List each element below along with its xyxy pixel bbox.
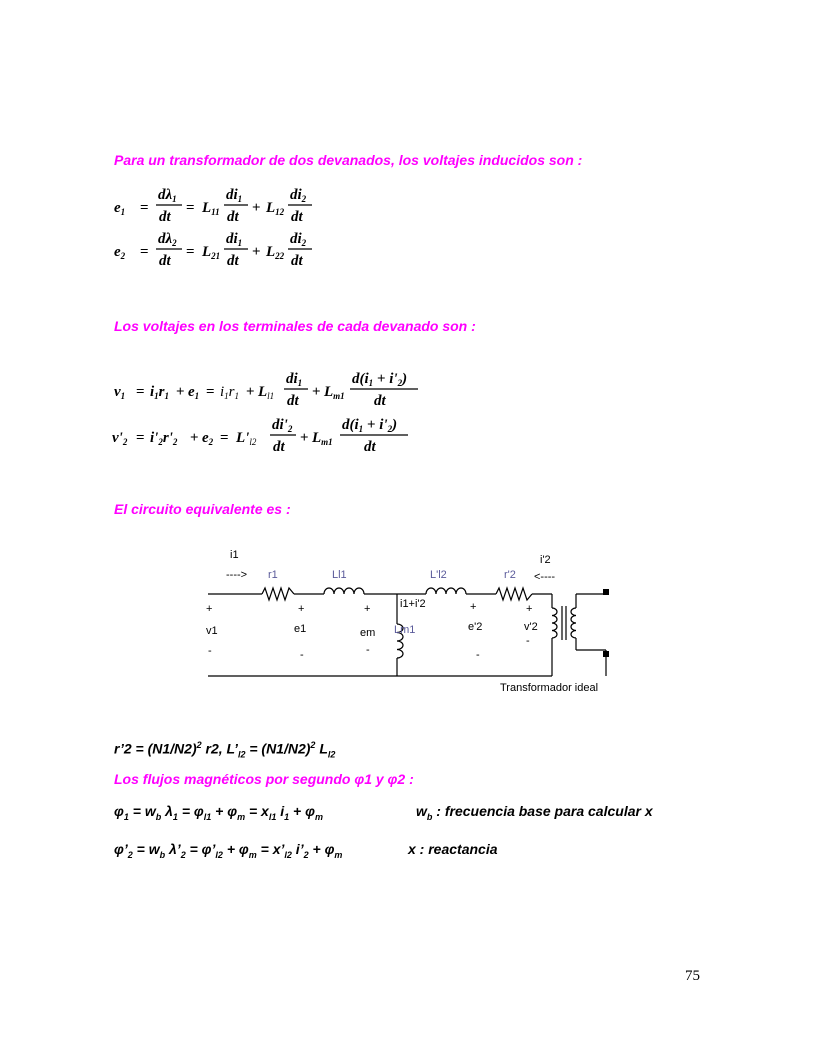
label-i1: i1	[230, 549, 239, 561]
label-em: em	[360, 627, 376, 639]
svg-text:v'2: $v'_2$	[112, 430, 128, 447]
svg-text:e1: $e_1$	[114, 200, 126, 217]
svg-text:=: =	[140, 244, 149, 260]
plus-v1: +	[206, 603, 213, 615]
svg-text:L11: $L_{11}$	[202, 200, 220, 217]
svg-text:+: +	[252, 244, 261, 260]
svg-text:d(i1 + i'2): $d(i_1 + i'_2)$	[352, 371, 408, 388]
svg-text:di'2: $di'_2$	[272, 417, 293, 434]
svg-text:=: =	[186, 244, 195, 260]
label-arrow-left: <----	[534, 571, 556, 583]
svg-text:=: =	[140, 200, 149, 216]
plus-e2: +	[470, 601, 477, 613]
output-terminal-top	[603, 589, 609, 595]
intro-text: Para un transformador de dos devanados, los voltajes inducidos son :	[114, 152, 583, 168]
svg-text:di2: $di_2$	[290, 187, 307, 204]
svg-text:dλ1: $d\lambda_1$	[158, 187, 177, 204]
svg-text:dλ2: $d\lambda_2$	[158, 231, 177, 248]
svg-text:+: +	[190, 430, 199, 446]
svg-text:dt: dt	[227, 253, 239, 269]
svg-text:L22: $L_{22}$	[266, 244, 285, 261]
label-i2: i'2	[540, 554, 551, 566]
svg-text:di2: $di_2$	[290, 231, 307, 248]
label-e1: e1	[294, 623, 307, 635]
equation-v2	[112, 417, 408, 455]
svg-text:=: =	[206, 384, 215, 400]
svg-text:Lm1: $L_{m1}$	[312, 430, 333, 447]
equation-e1	[114, 187, 312, 225]
terminals-text: Los voltajes en los terminales de cada devanado son :	[114, 318, 476, 334]
svg-text:=: =	[186, 200, 195, 216]
label-sum-current: i1+i'2	[400, 598, 426, 610]
svg-text:=: =	[220, 430, 229, 446]
svg-text:e2: $e_2$	[114, 244, 126, 261]
label-ideal-transformer: Transformador ideal	[500, 682, 599, 694]
label-v1: v1	[206, 625, 218, 637]
label-arrow-right: ---->	[226, 569, 248, 581]
label-lm1: Lm1	[394, 624, 416, 636]
svg-text:dt: dt	[227, 209, 239, 225]
referred-parameters-equation: r’2 = $(N1/N2)^2$ r2, $L’_{l2} = (N1/N2)^2$ $L_{l2}$	[114, 740, 336, 760]
label-r2: r'2	[504, 569, 516, 581]
svg-text:di1: $di_1$	[226, 231, 243, 248]
svg-text:d(i1 + i'2): $d(i_1 + i'_2)$	[342, 417, 398, 434]
svg-text:+: +	[246, 384, 255, 400]
terminal-voltage-equations	[112, 366, 432, 460]
svg-text:e2: $e_2$	[202, 430, 214, 447]
output-terminal-bottom	[603, 651, 609, 657]
svg-text:Ll1: $L_{l1}$	[258, 384, 275, 401]
minus-e1: -	[300, 649, 304, 661]
svg-text:dt: dt	[159, 253, 171, 269]
minus-v1: -	[208, 645, 212, 657]
page-number: 75	[685, 968, 700, 984]
minus-v2: -	[526, 635, 530, 647]
flux-equation-2: $\varphi’_2 = w_b$ $\lambda’_2$ = $\varphi’_{l2} + \varphi_m$ = $x’_{l2}$ $i’_2 + \varphi_m$	[114, 841, 343, 860]
svg-text:+: +	[312, 384, 321, 400]
flux-text: Los flujos magnéticos por segundo φ1 y φ2 :	[114, 771, 414, 787]
flux-note-2: x : reactancia	[408, 841, 498, 857]
circuit-text: El circuito equivalente es :	[114, 501, 291, 517]
svg-text:di1: $di_1$	[286, 371, 303, 388]
flux-note-1: $w_b$ : frecuencia base para calcular x	[416, 803, 653, 822]
svg-text:Lm1: $L_{m1}$	[324, 384, 345, 401]
svg-text:L'l2: $L'_{l2}$	[236, 430, 257, 447]
plus-v2: +	[526, 603, 533, 615]
svg-text:i1r1: $i_1r_1$	[150, 384, 170, 401]
plus-em: +	[364, 603, 371, 615]
svg-text:v1: $v_1$	[114, 384, 126, 401]
label-v2: v'2	[524, 621, 538, 633]
minus-e2: -	[476, 649, 480, 661]
equation-v1	[114, 371, 418, 409]
label-r1: r1	[268, 569, 278, 581]
svg-text:i'2r'2: $i'_2r'_2$	[150, 430, 178, 447]
svg-text:dt: dt	[374, 393, 386, 409]
svg-text:=: =	[136, 384, 145, 400]
svg-text:L21: $L_{21}$	[202, 244, 221, 261]
svg-text:dt: dt	[291, 209, 303, 225]
svg-text:+: +	[176, 384, 185, 400]
svg-text:+: +	[300, 430, 309, 446]
svg-text:dt: dt	[291, 253, 303, 269]
svg-text:e1: $e_1$	[188, 384, 200, 401]
svg-text:=: =	[136, 430, 145, 446]
svg-text:dt: dt	[159, 209, 171, 225]
svg-text:dt: dt	[287, 393, 299, 409]
svg-text:i1r1: $i_1r_1$	[220, 384, 240, 401]
svg-text:di1: $di_1$	[226, 187, 243, 204]
svg-text:+: +	[252, 200, 261, 216]
svg-text:dt: dt	[364, 439, 376, 455]
svg-text:L12: $L_{12}$	[266, 200, 285, 217]
svg-text:dt: dt	[273, 439, 285, 455]
minus-em: -	[366, 644, 370, 656]
plus-e1: +	[298, 603, 305, 615]
induced-voltage-equations	[110, 184, 340, 272]
equation-e2	[114, 231, 312, 269]
label-e2: e'2	[468, 621, 483, 633]
equivalent-circuit-diagram	[204, 540, 650, 710]
label-ll1: Ll1	[332, 569, 347, 581]
label-ll2: L'l2	[430, 569, 447, 581]
flux-equation-1: $\varphi_1 = w_b$ $\lambda_1 = \varphi_{l1} + \varphi_m = x_{l1}$ $i_1 + \varphi_m$	[114, 803, 323, 822]
